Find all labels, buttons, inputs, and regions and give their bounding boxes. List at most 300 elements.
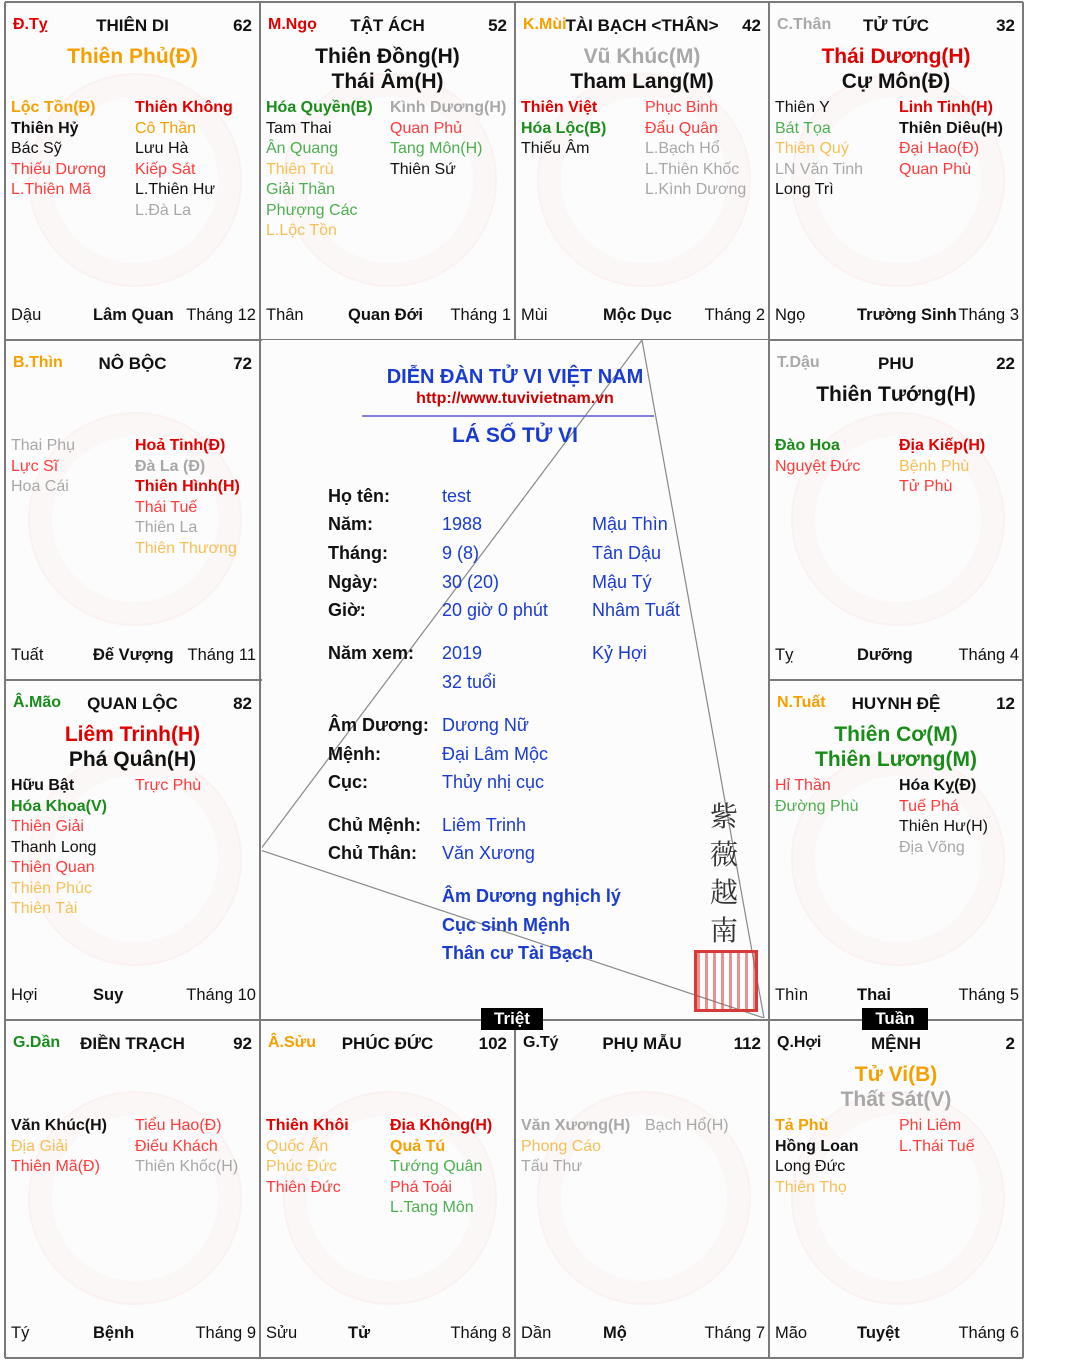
palace-name: TÀI BẠCH <THÂN> bbox=[565, 16, 719, 35]
palace-footer bbox=[775, 646, 1019, 668]
palace-footer bbox=[11, 986, 256, 1008]
palace-name: TỬ TỨC bbox=[863, 16, 929, 35]
minor-star: Phá Toái bbox=[390, 1178, 452, 1196]
info-label: Giờ: bbox=[328, 600, 366, 620]
minor-star: Linh Tinh(H) bbox=[899, 99, 993, 116]
forum-url[interactable]: http://www.tuvivietnam.vn bbox=[416, 390, 614, 407]
minor-star: Thiên Y bbox=[775, 99, 830, 116]
forum-title: DIỄN ĐÀN TỬ VI VIỆT NAM bbox=[386, 366, 644, 388]
minor-star: Thiên Phúc bbox=[11, 879, 92, 897]
info-value: test bbox=[442, 486, 472, 506]
minor-star: Thiên Hình(H) bbox=[135, 478, 240, 495]
minor-star: Hỉ Thần bbox=[775, 777, 831, 794]
info-value-canchi: Tân Dậu bbox=[592, 543, 662, 563]
minor-star: Quốc Ấn bbox=[266, 1137, 329, 1155]
minor-star: Phúc Đức bbox=[266, 1158, 338, 1175]
info-row bbox=[262, 486, 768, 512]
palace-ty[interactable] bbox=[769, 340, 1023, 680]
minor-star: Hóa Lộc(B) bbox=[521, 119, 607, 137]
heavenly-stem: Q.Hợi bbox=[777, 1034, 822, 1051]
main-star: Vũ Khúc(M) bbox=[583, 45, 701, 68]
minor-star: L.Thiên Hư bbox=[135, 181, 216, 198]
lunar-month: Tháng 7 bbox=[704, 1324, 765, 1342]
minor-stars-right bbox=[899, 776, 988, 858]
palace-name: QUAN LỘC bbox=[87, 694, 178, 713]
minor-star: Phục Binh bbox=[645, 99, 718, 116]
palace-ngo[interactable] bbox=[769, 2, 1023, 340]
main-stars bbox=[515, 44, 769, 94]
palace-footer bbox=[11, 1324, 256, 1346]
minor-star: Ân Quang bbox=[266, 140, 339, 157]
minor-star: Đà La (Đ) bbox=[135, 457, 206, 475]
palace-age: 92 bbox=[233, 1034, 252, 1053]
palace-header bbox=[775, 694, 1017, 718]
info-label: Âm Dương: bbox=[328, 715, 429, 735]
info-label: Mệnh: bbox=[328, 744, 381, 764]
minor-star: Tấu Thư bbox=[521, 1158, 583, 1175]
main-star: Phá Quân(H) bbox=[68, 748, 197, 771]
chart-note: Thân cư Tài Bạch bbox=[442, 943, 594, 963]
main-stars bbox=[769, 44, 1023, 94]
minor-stars-right bbox=[135, 98, 233, 221]
minor-stars-left bbox=[775, 1116, 859, 1198]
minor-stars-right bbox=[390, 98, 506, 180]
palace-footer bbox=[521, 306, 765, 328]
minor-star: Thiên Diêu(H) bbox=[899, 119, 1003, 137]
minor-star: Bệnh Phù bbox=[899, 457, 970, 475]
info-row bbox=[262, 672, 768, 698]
palace-suu[interactable] bbox=[260, 1020, 515, 1358]
info-row bbox=[262, 514, 768, 540]
minor-stars-right bbox=[390, 1116, 492, 1219]
palace-age: 22 bbox=[996, 354, 1015, 373]
earthly-branch: Mùi bbox=[521, 306, 548, 324]
life-stage: Dưỡng bbox=[857, 646, 913, 664]
lunar-month: Tháng 9 bbox=[195, 1324, 256, 1342]
minor-stars-left bbox=[775, 436, 860, 477]
main-stars bbox=[5, 44, 260, 69]
minor-star: Hoả Tinh(Đ) bbox=[135, 437, 226, 454]
main-star: Thiên Phủ(Đ) bbox=[67, 45, 198, 68]
minor-star: Long Đức bbox=[775, 1158, 846, 1175]
life-stage: Tử bbox=[348, 1324, 371, 1342]
info-label: Chủ Mệnh: bbox=[328, 815, 421, 835]
heavenly-stem: G.Dần bbox=[13, 1034, 61, 1051]
minor-star: Thiên Hư(H) bbox=[899, 818, 988, 835]
info-label: Cục: bbox=[328, 772, 368, 792]
minor-star: Kiếp Sát bbox=[135, 160, 196, 178]
heavenly-stem: Đ.Tỵ bbox=[13, 16, 48, 33]
minor-star: Hoa Cái bbox=[11, 478, 69, 495]
palace-name: PHÚC ĐỨC bbox=[341, 1034, 434, 1053]
info-label: Năm xem: bbox=[328, 643, 415, 663]
center-panel bbox=[262, 340, 768, 1018]
palace-header bbox=[775, 354, 1017, 378]
life-stage: Quan Đới bbox=[348, 306, 423, 324]
palace-header bbox=[11, 16, 254, 40]
palace-footer bbox=[521, 1324, 765, 1346]
heavenly-stem: Â.Mão bbox=[13, 694, 61, 711]
calligraphy-char: 越 bbox=[709, 876, 738, 909]
life-stage: Bệnh bbox=[93, 1324, 135, 1342]
minor-star: Thiên Trù bbox=[266, 160, 334, 178]
heavenly-stem: K.Mùi bbox=[523, 16, 567, 33]
info-row bbox=[262, 572, 768, 598]
heavenly-stem: Â.Sửu bbox=[268, 1034, 317, 1051]
lunar-month: Tháng 11 bbox=[187, 646, 256, 664]
earthly-branch: Tỵ bbox=[775, 646, 794, 664]
heavenly-stem: N.Tuất bbox=[777, 694, 826, 711]
heavenly-stem: M.Ngọ bbox=[268, 16, 317, 33]
minor-star: Cô Thần bbox=[135, 119, 197, 137]
minor-star: Phong Cáo bbox=[521, 1137, 602, 1155]
minor-star: Bạch Hổ(H) bbox=[645, 1117, 729, 1134]
calligraphy-text bbox=[708, 798, 740, 950]
info-value: Văn Xương bbox=[442, 843, 535, 863]
info-row bbox=[262, 715, 768, 741]
info-value-canchi: Nhâm Tuất bbox=[592, 600, 681, 620]
minor-star: L.Thiên Mã bbox=[11, 181, 92, 198]
minor-star: Kình Dương(H) bbox=[390, 99, 507, 116]
main-stars bbox=[260, 44, 515, 94]
palace-header bbox=[11, 1034, 254, 1058]
minor-star: Lưu Hà bbox=[135, 140, 189, 157]
minor-star: Tướng Quân bbox=[390, 1158, 483, 1175]
minor-stars-right bbox=[899, 98, 1003, 180]
main-star: Thất Sát(V) bbox=[840, 1088, 952, 1111]
minor-star: Thiên Hỷ bbox=[11, 119, 79, 137]
palace-hoi[interactable] bbox=[5, 680, 260, 1020]
minor-stars-right bbox=[645, 98, 746, 201]
palace-age: 72 bbox=[233, 354, 252, 373]
palace-dau[interactable] bbox=[5, 2, 260, 340]
minor-stars-right bbox=[135, 776, 201, 797]
triet-marker: Triệt bbox=[481, 1008, 543, 1030]
lunar-month: Tháng 2 bbox=[704, 306, 765, 324]
palace-footer bbox=[775, 306, 1019, 328]
palace-footer bbox=[775, 1324, 1019, 1346]
palace-header bbox=[11, 694, 254, 718]
info-row bbox=[262, 600, 768, 626]
minor-stars-left bbox=[521, 1116, 630, 1178]
heavenly-stem: T.Dậu bbox=[777, 354, 820, 371]
info-label: Năm: bbox=[328, 514, 374, 534]
palace-name: PHỤ MẪU bbox=[602, 1034, 682, 1053]
earthly-branch: Sửu bbox=[266, 1324, 298, 1342]
life-stage: Trường Sinh bbox=[857, 306, 957, 324]
minor-star: L.Thái Tuế bbox=[899, 1137, 975, 1155]
minor-stars-right bbox=[135, 1116, 238, 1178]
minor-star: Văn Khúc(H) bbox=[11, 1117, 107, 1134]
minor-stars-right bbox=[135, 436, 240, 559]
minor-star: Quan Phủ bbox=[390, 119, 463, 137]
info-label: Tháng: bbox=[328, 543, 388, 563]
minor-stars-left bbox=[11, 436, 75, 498]
grid-line bbox=[5, 1, 1023, 3]
minor-star: L.Đà La bbox=[135, 201, 192, 219]
minor-star: Điếu Khách bbox=[135, 1137, 218, 1155]
earthly-branch: Ngọ bbox=[775, 306, 806, 324]
minor-star: Hóa Quyền(B) bbox=[266, 99, 373, 116]
minor-star: Địa Kiếp(H) bbox=[899, 437, 986, 454]
earthly-branch: Dậu bbox=[11, 306, 42, 324]
palace-thin[interactable] bbox=[769, 680, 1023, 1020]
main-star: Thiên Lương(M) bbox=[815, 748, 977, 771]
minor-star: Tang Môn(H) bbox=[390, 140, 483, 157]
minor-star: Hồng Loan bbox=[775, 1137, 859, 1155]
main-stars bbox=[769, 722, 1023, 772]
earthly-branch: Tý bbox=[11, 1324, 30, 1342]
minor-star: LN Văn Tinh bbox=[775, 160, 864, 178]
minor-star: Thiên Khôi bbox=[266, 1117, 349, 1134]
info-value-canchi: Mậu Thìn bbox=[592, 514, 668, 534]
info-label: Họ tên: bbox=[328, 486, 390, 506]
minor-stars-right bbox=[899, 1116, 975, 1157]
lunar-month: Tháng 4 bbox=[958, 646, 1019, 664]
info-value-canchi: Kỷ Hợi bbox=[592, 643, 647, 663]
calligraphy-char: 南 bbox=[709, 914, 738, 947]
earthly-branch: Mão bbox=[775, 1324, 808, 1342]
minor-star: Thiên Giải bbox=[11, 818, 84, 835]
lunar-month: Tháng 12 bbox=[186, 306, 256, 324]
chart-subtitle: LÁ SỐ TỬ VI bbox=[452, 424, 578, 447]
palace-header bbox=[521, 16, 763, 40]
minor-stars-right bbox=[645, 1116, 729, 1137]
minor-stars-left bbox=[775, 776, 858, 817]
minor-star: Thiên La bbox=[135, 519, 198, 536]
life-stage: Mộ bbox=[603, 1324, 627, 1342]
minor-star: Thiên Không bbox=[135, 99, 233, 116]
earthly-branch: Thìn bbox=[775, 986, 809, 1004]
palace-ti[interactable] bbox=[5, 1020, 260, 1358]
minor-star: Hữu Bật bbox=[11, 777, 75, 794]
heavenly-stem: B.Thìn bbox=[13, 354, 63, 371]
lunar-month: Tháng 10 bbox=[186, 986, 256, 1004]
minor-stars-left bbox=[11, 776, 107, 920]
palace-age: 62 bbox=[233, 16, 252, 35]
info-row bbox=[262, 815, 768, 841]
minor-star: Tử Phù bbox=[899, 478, 953, 495]
info-value: 20 giờ 0 phút bbox=[442, 600, 548, 620]
main-star: Thái Âm(H) bbox=[331, 70, 444, 93]
main-star: Thiên Cơ(M) bbox=[834, 723, 958, 746]
heavenly-stem: G.Tý bbox=[523, 1034, 559, 1051]
palace-footer bbox=[266, 306, 511, 328]
minor-star: L.Lộc Tồn bbox=[266, 222, 337, 239]
palace-age: 32 bbox=[996, 16, 1015, 35]
life-stage: Suy bbox=[93, 986, 124, 1004]
lunar-month: Tháng 8 bbox=[450, 1324, 511, 1342]
palace-footer bbox=[266, 1324, 511, 1346]
minor-star: Địa Võng bbox=[899, 838, 965, 856]
minor-stars-right bbox=[899, 436, 985, 498]
minor-star: Thiên Quan bbox=[11, 859, 95, 876]
info-value-canchi: Mậu Tý bbox=[592, 572, 652, 592]
palace-age: 82 bbox=[233, 694, 252, 713]
heavenly-stem: C.Thân bbox=[777, 16, 832, 33]
lunar-month: Tháng 1 bbox=[450, 306, 511, 324]
main-star: Thái Dương(H) bbox=[821, 45, 971, 68]
info-value: 9 (8) bbox=[442, 543, 480, 563]
minor-star: Thanh Long bbox=[11, 838, 97, 856]
lunar-month: Tháng 6 bbox=[958, 1324, 1019, 1342]
palace-name: PHU bbox=[878, 354, 914, 373]
palace-name: ĐIỀN TRẠCH bbox=[80, 1034, 185, 1053]
info-value: Dương Nữ bbox=[442, 715, 529, 735]
palace-age: 12 bbox=[996, 694, 1015, 713]
minor-star: Thiên Mã(Đ) bbox=[11, 1158, 100, 1175]
info-row bbox=[262, 543, 768, 569]
minor-star: Đại Hao(Đ) bbox=[899, 140, 980, 157]
minor-star: Địa Giải bbox=[11, 1137, 68, 1155]
palace-name: HUYNH ĐỆ bbox=[851, 694, 941, 713]
palace-header bbox=[521, 1034, 763, 1058]
minor-stars-left bbox=[775, 98, 863, 201]
minor-star: Nguyệt Đức bbox=[775, 457, 861, 475]
palace-header bbox=[775, 1034, 1017, 1058]
main-star: Tử Vi(B) bbox=[854, 1063, 938, 1086]
palace-header bbox=[775, 16, 1017, 40]
info-row bbox=[262, 843, 768, 869]
main-stars bbox=[769, 382, 1023, 407]
palace-age: 2 bbox=[1005, 1034, 1015, 1053]
minor-stars-left bbox=[11, 98, 106, 201]
main-star: Thiên Đồng(H) bbox=[315, 45, 460, 68]
minor-star: Quả Tú bbox=[390, 1137, 446, 1155]
palace-age: 112 bbox=[733, 1034, 761, 1053]
red-seal-stamp bbox=[694, 950, 758, 1012]
minor-star: Trực Phù bbox=[135, 777, 202, 794]
earthly-branch: Thân bbox=[266, 306, 304, 324]
info-label: Chủ Thân: bbox=[328, 843, 417, 863]
minor-star: L.Tang Môn bbox=[390, 1199, 474, 1216]
palace-dan[interactable] bbox=[515, 1020, 769, 1358]
info-value: 32 tuổi bbox=[442, 672, 497, 692]
minor-star: Hóa Khoa(V) bbox=[11, 797, 107, 815]
minor-star: Địa Không(H) bbox=[390, 1117, 493, 1134]
minor-stars-left bbox=[266, 1116, 349, 1198]
minor-star: Thái Tuế bbox=[135, 498, 198, 516]
palace-footer bbox=[11, 306, 256, 328]
grid-line bbox=[5, 1357, 1023, 1359]
chart-note: Cục sinh Mệnh bbox=[442, 914, 571, 935]
palace-age: 52 bbox=[488, 16, 507, 35]
lunar-month: Tháng 3 bbox=[958, 306, 1019, 324]
minor-star: Bát Tọa bbox=[775, 119, 831, 137]
info-row bbox=[262, 744, 768, 770]
info-value: Đại Lâm Mộc bbox=[442, 744, 549, 764]
minor-star: Giải Thần bbox=[266, 181, 336, 198]
palace-age: 102 bbox=[478, 1034, 507, 1053]
minor-star: Tả Phù bbox=[775, 1117, 829, 1134]
palace-mui[interactable] bbox=[515, 2, 769, 340]
minor-stars-left bbox=[11, 1116, 107, 1178]
minor-star: Phượng Các bbox=[266, 201, 358, 219]
life-stage: Tuyệt bbox=[857, 1324, 900, 1342]
info-value: 1988 bbox=[442, 514, 483, 534]
palace-name: NÔ BỘC bbox=[98, 354, 167, 373]
info-row bbox=[262, 772, 768, 798]
minor-star: Thiếu Dương bbox=[11, 160, 107, 178]
info-value: Liêm Trinh bbox=[442, 815, 527, 835]
minor-stars-left bbox=[521, 98, 606, 160]
main-star: Cự Môn(Đ) bbox=[841, 70, 951, 93]
info-value: 30 (20) bbox=[442, 572, 500, 592]
minor-star: Đào Hoa bbox=[775, 437, 840, 454]
life-stage: Lâm Quan bbox=[93, 306, 174, 324]
minor-star: L.Thiên Khốc bbox=[645, 160, 740, 178]
chart-note: Âm Dương nghịch lý bbox=[442, 886, 621, 906]
minor-star: Thiên Thương bbox=[135, 539, 237, 557]
main-stars bbox=[769, 1062, 1023, 1112]
palace-header bbox=[11, 354, 254, 378]
minor-star: Thiên Sứ bbox=[390, 160, 456, 178]
minor-star: Thiên Quý bbox=[775, 140, 849, 157]
minor-star: Thiên Thọ bbox=[775, 1178, 847, 1196]
minor-star: Thiếu Âm bbox=[521, 140, 590, 157]
life-stage: Đế Vượng bbox=[93, 646, 174, 664]
minor-star: Tiểu Hao(Đ) bbox=[135, 1117, 222, 1134]
minor-star: Đẩu Quân bbox=[645, 119, 718, 137]
tuan-marker: Tuần bbox=[862, 1008, 928, 1030]
palace-name: THIÊN DI bbox=[96, 16, 169, 35]
palace-name: TẬT ÁCH bbox=[350, 16, 425, 35]
minor-star: Thiên Việt bbox=[521, 99, 598, 116]
minor-star: Hóa Kỵ(Đ) bbox=[899, 777, 977, 794]
minor-star: Thiên Đức bbox=[266, 1178, 341, 1196]
minor-star: L.Kình Dương bbox=[645, 181, 747, 198]
info-label: Ngày: bbox=[328, 572, 379, 592]
minor-star: Lực Sĩ bbox=[11, 457, 59, 475]
minor-star: Quan Phù bbox=[899, 160, 972, 178]
palace-footer bbox=[11, 646, 256, 668]
palace-mao[interactable] bbox=[769, 1020, 1023, 1358]
minor-star: Thiên Tài bbox=[11, 900, 78, 917]
main-star: Liêm Trinh(H) bbox=[64, 723, 201, 746]
life-stage: Thai bbox=[857, 986, 891, 1004]
calligraphy-char: 紫 bbox=[709, 800, 738, 833]
palace-header bbox=[266, 1034, 509, 1058]
minor-star: Thiên Khốc(H) bbox=[135, 1158, 239, 1175]
minor-star: Long Trì bbox=[775, 181, 834, 198]
info-value: Thủy nhị cục bbox=[442, 772, 545, 792]
minor-star: Lộc Tồn(Đ) bbox=[11, 99, 96, 116]
minor-stars-left bbox=[266, 98, 373, 242]
main-star: Tham Lang(M) bbox=[570, 70, 714, 93]
palace-tuat[interactable] bbox=[5, 340, 260, 680]
calligraphy-char: 薇 bbox=[709, 838, 738, 871]
info-row bbox=[262, 643, 768, 669]
palace-header bbox=[266, 16, 509, 40]
palace-footer bbox=[775, 986, 1019, 1008]
earthly-branch: Hợi bbox=[11, 986, 38, 1004]
minor-star: Thai Phụ bbox=[11, 437, 76, 454]
palace-name: MỆNH bbox=[870, 1034, 922, 1053]
minor-star: Bác Sỹ bbox=[11, 140, 62, 157]
main-star: Thiên Tướng(H) bbox=[816, 383, 976, 406]
minor-star: L.Bạch Hổ bbox=[645, 140, 720, 157]
minor-star: Văn Xương(H) bbox=[521, 1117, 631, 1134]
minor-star: Tam Thai bbox=[266, 119, 332, 137]
earthly-branch: Tuất bbox=[11, 646, 44, 664]
main-stars bbox=[5, 722, 260, 772]
palace-age: 42 bbox=[742, 16, 761, 35]
minor-star: Tuế Phá bbox=[899, 797, 959, 815]
info-value: 2019 bbox=[442, 643, 483, 663]
minor-star: Đường Phù bbox=[775, 797, 859, 815]
lunar-month: Tháng 5 bbox=[958, 986, 1019, 1004]
palace-than[interactable] bbox=[260, 2, 515, 340]
